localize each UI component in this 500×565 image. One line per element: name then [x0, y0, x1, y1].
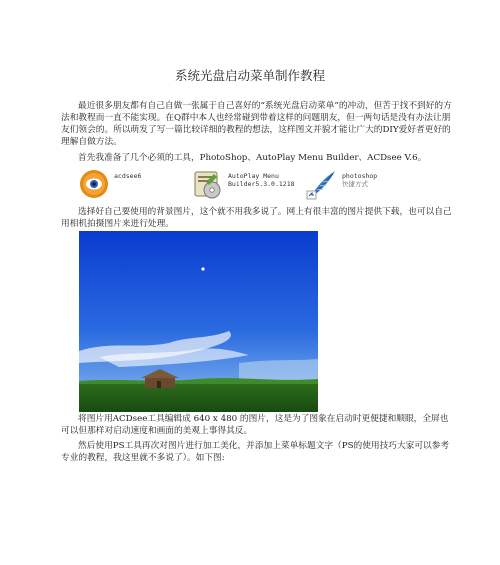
landscape-photo [79, 231, 318, 412]
photoshop-feather-icon [306, 168, 338, 200]
document-title: 系统光盘启动菜单制作教程 [174, 68, 325, 83]
paragraph-ps: 然后使用PS工具再次对图片进行加工美化，并添加上菜单标题文字（PS的使用技巧大家可以参考专业的教程，我这里就不多说了）。如下图: [61, 441, 450, 463]
tool-icons-row [78, 168, 418, 202]
autoplay-menu-builder-icon [192, 168, 224, 200]
paragraph-resize: 将图片用ACDsee工具编辑成 640 x 480 的图片，这是为了图象在启动时更便捷和顺眼，全屏也可以但那样对启动速度和画面的美观上事得其反。 [61, 414, 449, 436]
tool-autoplay-label: AutoPlay Menu Builder5.3.0.1218 [228, 172, 295, 188]
paragraph-intro: 最近很多朋友都有自己自做一张属于自己喜好的“系统光盘启动菜单”的冲动，但苦于找不到好的方法和教程而一直不能实现。在Q群中本人也经常碰到带着这样的问题朋友，但一两句话是没有办法让朋友们领会的。所以萌发了写一篇比较详细的教程的想法，这样图文并貌才能让广大的DIY爱好者更好的理解自做方法。 [61, 101, 452, 147]
acdsee-icon [78, 168, 110, 200]
paragraph-background: 选择好自己要使用的背景图片，这个就不用我多说了。网上有很丰富的图片提供下载，也可以自己用相机拍摄图片来进行处理。 [61, 207, 452, 229]
tool-acdsee-label: acdsee6 [114, 172, 142, 180]
tool-photoshop-label: photoshop 快捷方式 [342, 172, 378, 188]
paragraph-tools-intro: 首先我准备了几个必须的工具，PhotoShop、AutoPlay Menu Builder、ACDsee V.6。 [78, 153, 427, 163]
